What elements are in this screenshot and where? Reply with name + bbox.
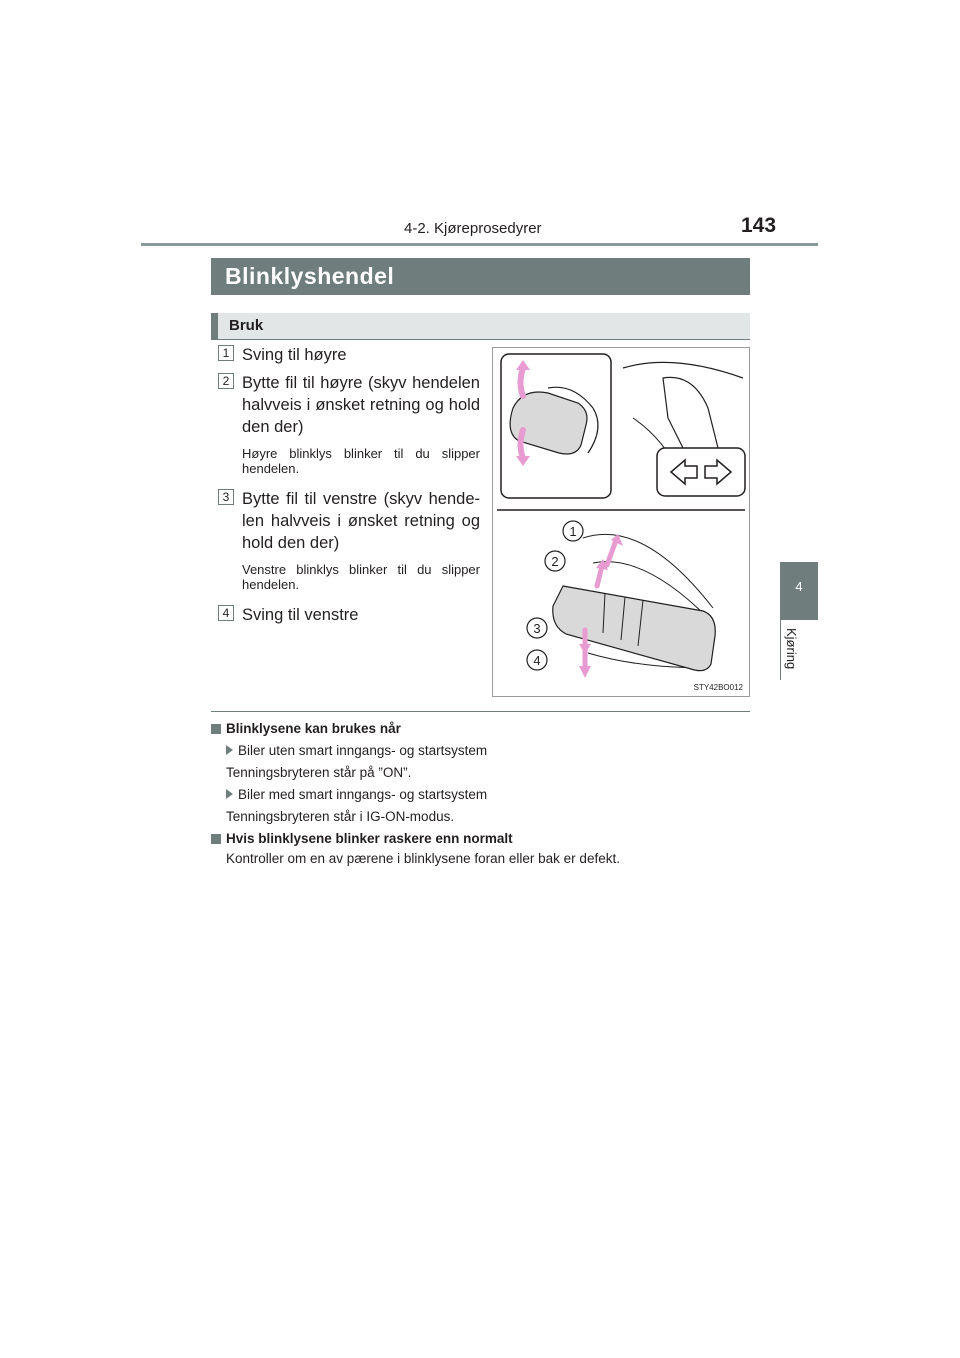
callout-4: 4 (533, 653, 541, 668)
callout-1: 1 (569, 524, 577, 539)
step-text: Sving til høyre (242, 346, 347, 364)
callout-2: 2 (551, 554, 559, 569)
step-4 (218, 604, 480, 626)
step-note: Venstre blinklys blinker til du slipper hendelen. (242, 562, 480, 592)
info-heading-1: Blinklysene kan brukes når (211, 718, 751, 740)
info-text-3: Kontroller om en av pærene i blinklysene foran eller bak er defekt. (226, 851, 620, 866)
square-bullet-icon (211, 724, 221, 734)
chapter-number: 4 (795, 579, 803, 594)
figure-code: STY42BO012 (693, 683, 743, 692)
info-section (211, 718, 751, 868)
title-bar (211, 258, 750, 295)
step-number: 1 (218, 345, 234, 361)
lever-body (553, 586, 715, 671)
info-item-2: Biler med smart inngangs- og startsystem (211, 784, 751, 806)
chapter-tab (780, 562, 818, 620)
chapter-label: Kjøring (784, 628, 799, 670)
arrow-up (521, 368, 524, 396)
step-note: Høyre blinklys blinker til du slipper hendelen. (242, 446, 480, 476)
pos-arrow-4-head (579, 666, 591, 678)
square-bullet-icon (211, 834, 221, 844)
info-item-1: Biler uten smart inngangs- og startsystem (211, 740, 751, 762)
steps-list (218, 344, 480, 630)
step-3 (218, 488, 480, 554)
step-number: 4 (218, 605, 234, 621)
subtitle-bar (211, 313, 750, 340)
step-text: Bytte fil til høyre (skyv hendelen halvveis i ønsket retning og hold den der) (242, 374, 480, 436)
lever-illustration (493, 348, 749, 696)
dash-line (623, 362, 743, 378)
pos-arrow-2 (597, 570, 601, 586)
info-heading-2: Hvis blinklysene blinker raskere enn normalt (211, 828, 751, 850)
step-text: Sving til venstre (242, 606, 359, 624)
info-text-2: Tenningsbryteren står i IG-ON-modus. (226, 809, 455, 824)
step-1 (218, 344, 480, 366)
callout-3: 3 (533, 621, 541, 636)
triangle-bullet-icon (226, 789, 233, 799)
triangle-bullet-icon (226, 745, 233, 755)
step-text: Bytte fil til venstre (skyv hende-len halvveis i ønsket retning og hold den der) (242, 490, 480, 552)
subtitle-rule (211, 339, 750, 340)
section-rule (211, 711, 750, 712)
step-number: 3 (218, 489, 234, 505)
section-header: 4-2. Kjøreprosedyrer (404, 220, 542, 237)
info-text-1: Tenningsbryteren står på ”ON”. (226, 765, 412, 780)
step-number: 2 (218, 373, 234, 389)
header-rule (141, 243, 818, 246)
arrow-down (521, 430, 524, 458)
chapter-rule (780, 620, 781, 680)
page-title: Blinklyshendel (225, 263, 395, 289)
page-number: 143 (741, 214, 777, 237)
lever-figure (492, 347, 750, 697)
step-2 (218, 372, 480, 438)
section-subtitle: Bruk (229, 317, 264, 334)
